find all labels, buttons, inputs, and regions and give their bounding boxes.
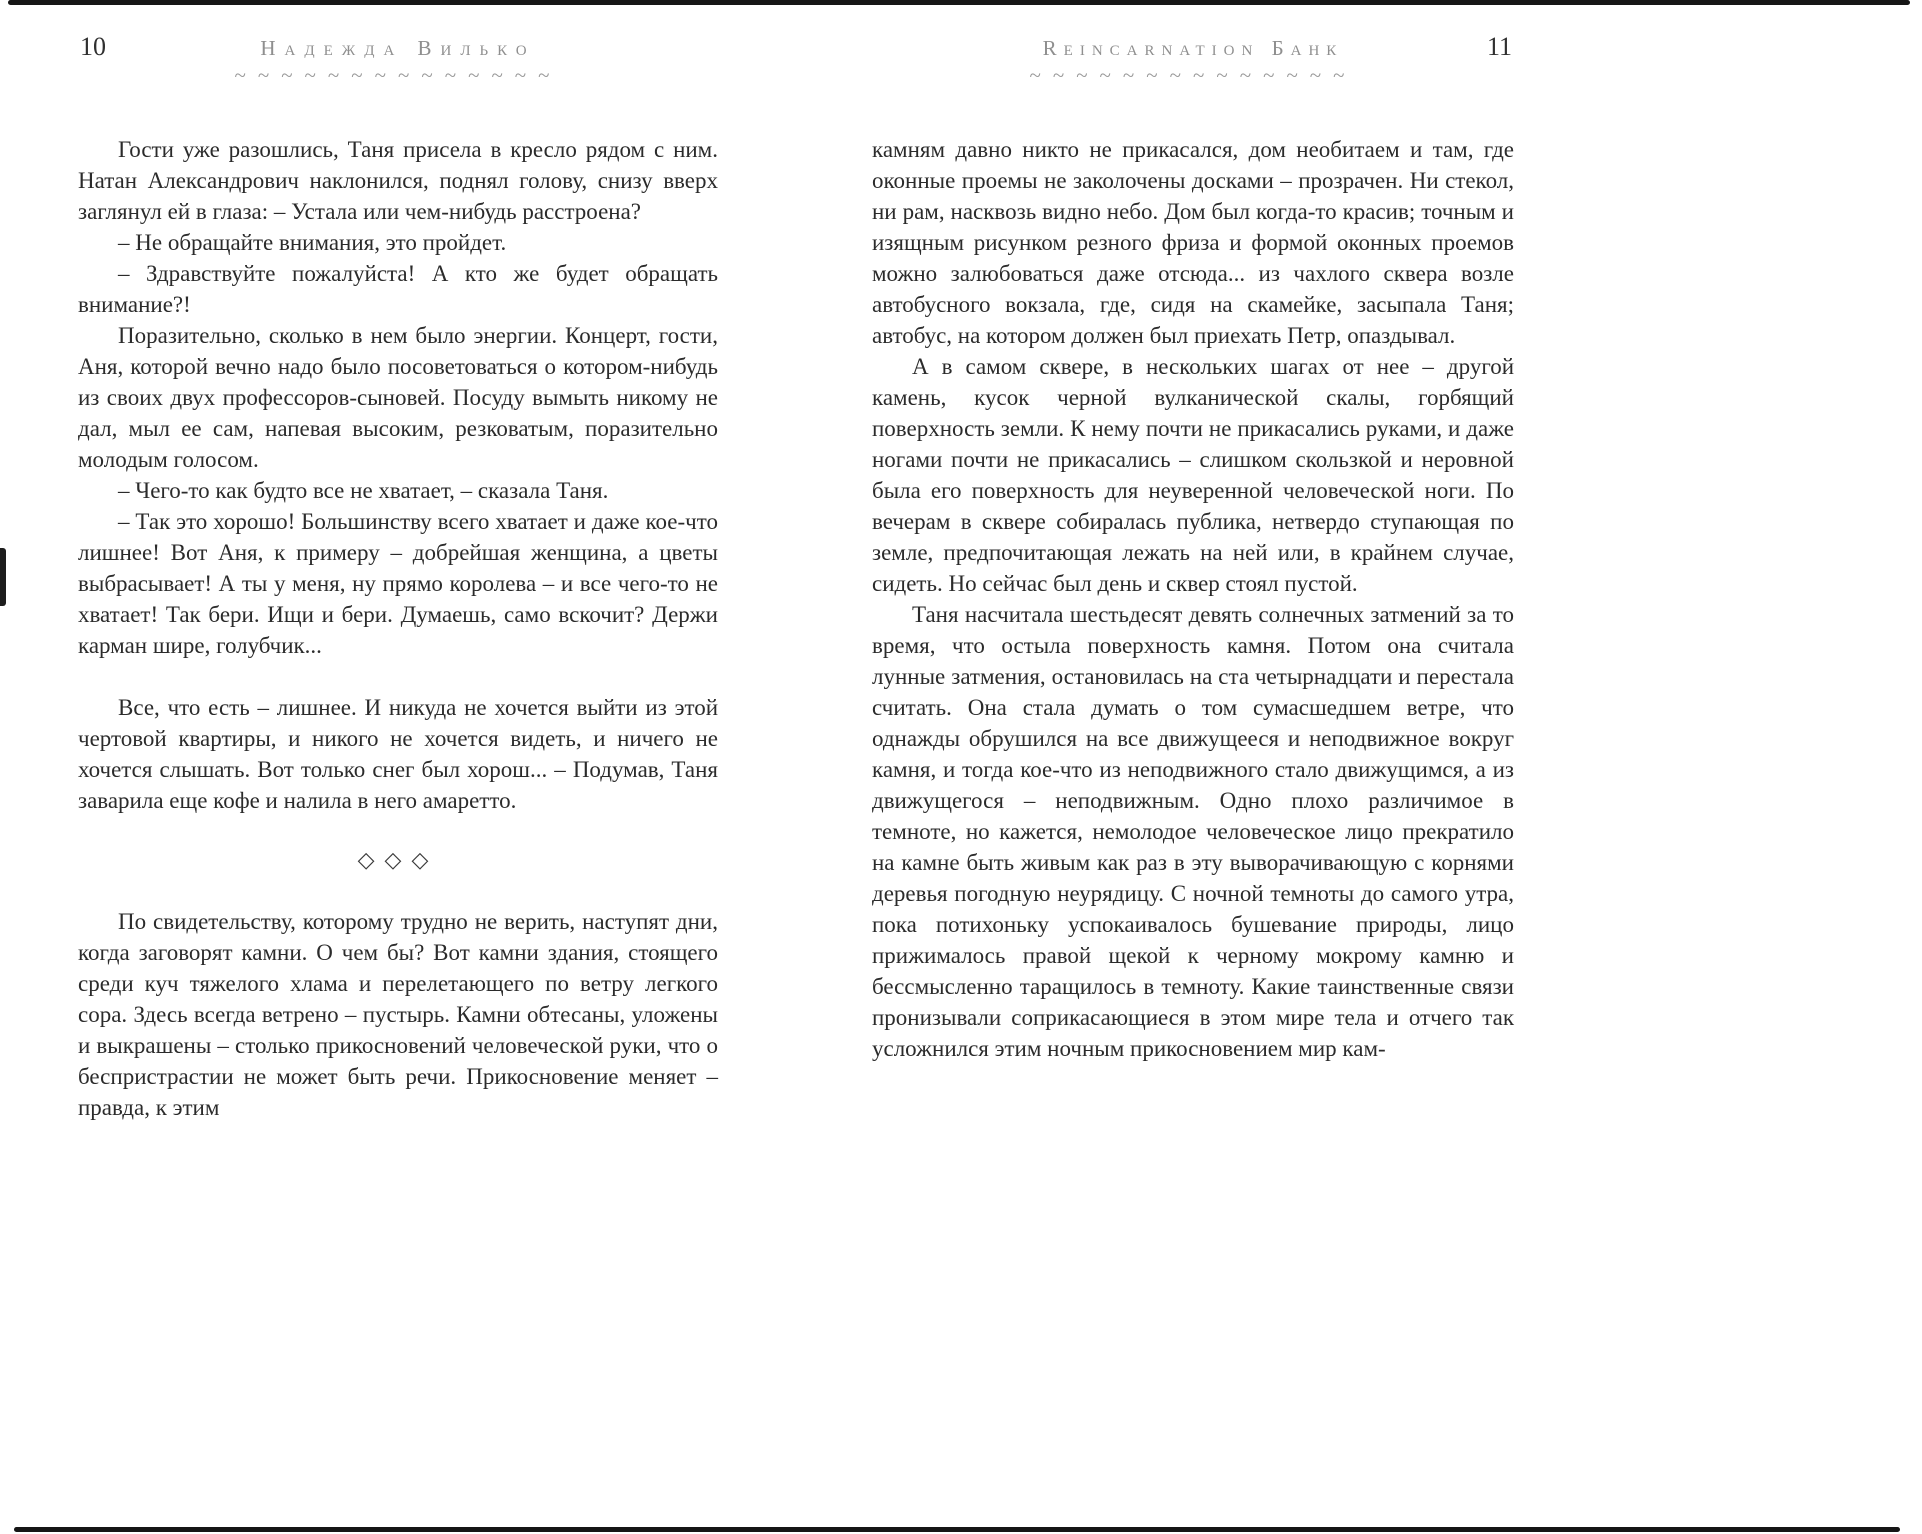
running-head-author: Надежда Вилько [260,36,536,60]
running-head-title: Reincarnation Банк [1042,36,1344,60]
paragraph: Поразительно, сколько в нем было энергии. Концерт, гости, Аня, которой вечно надо было посоветоваться о котором-нибудь из своих двух профессоров-сыновей. Посуду вымыть никому не дал, мыл ее сам, напевая высоким, резковатым, поразительно молодым голосом. [78,323,718,472]
page-right [872,30,1514,1064]
page-left-text [78,134,718,1123]
page-number-right: 11 [1486,32,1512,61]
paragraph: – Здравствуйте пожалуйста! А кто же будет обращать внимание?! [78,261,718,317]
page-right-header [872,30,1514,102]
paragraph: А в самом сквере, в нескольких шагах от нее – другой камень, кусок черной вулканической скалы, горбящий поверхность земли. К нему почти не прикасались руками, и даже ногами почти не прикасались – слишком скользкой и неровной была его поверхность для неуверенной человеческой ноги. По вечерам в сквере собиралась публика, нетвердо ступающая по земле, предпочитающая лежать на ней или, в крайнем случае, сидеть. Но сейчас был день и сквер стоял пустой. [872,354,1514,596]
paragraph: – Чего-то как будто все не хватает, – сказала Таня. [118,478,609,503]
scan-edge-left-mark [0,548,6,606]
scan-edge-bottom [14,1527,1900,1532]
page-left-header [78,30,718,102]
tilde-ornament: ~~~~~~~~~~~~~~ [234,63,562,87]
page-number-left: 10 [80,32,106,61]
paragraph: По свидетельству, которому трудно не верить, наступят дни, когда заговорят камни. О чем бы? Вот камни здания, стоящего среди куч тяжелого хлама и перелетающего по ветру легкого сора. Здесь всегда ветрено – пустырь. Камни обтесаны, уложены и выкрашены – столько прикосновений человеческой руки, что о беспристрастии не может быть речи. Прикосновение меняет – правда, к этим [78,909,718,1120]
paragraph: Таня насчитала шестьдесят девять солнечных затмений за то время, что остыла поверхность камня. Потом она считала лунные затмения, остановилась на ста четырнадцати и перестала считать. Она стала думать о том сумасшедшем ветре, что однажды обрушился на все движущееся и неподвижное вокруг камня, и тогда кое-что из неподвижного стало движущимся, а из движущегося – неподвижным. Одно плохо различимое в темноте, но кажется, немолодое человеческое лицо прекратило на камне быть живым как раз в эту выворачивающую с корнями деревья погодную неурядицу. С ночной темноты до самого утра, пока потихоньку успокаивалось бушевание природы, лицо прижималось правой щекой к черному мокрому камню и бессмысленно таращилось в темноту. Какие таинственные связи пронизывали соприкасающиеся в этом мире тела и отчего так усложнился этим ночным прикосновением мир кам- [872,602,1514,1061]
paragraph: камням давно никто не прикасался, дом необитаем и там, где оконные проемы не заколочены досками – прозрачен. Ни стекол, ни рам, насквозь видно небо. Дом был когда-то красив; точным и изящным рисунком резного фриза и формой оконных проемов можно залюбоваться даже отсюда... из чахлого сквера возле автобусного вокзала, где, сидя на скамейке, засыпала Таня; автобус, на котором должен был приехать Петр, опаздывал. [872,137,1514,348]
scan-edge-top [8,0,1910,5]
paragraph: Все, что есть – лишнее. И никуда не хочется выйти из этой чертовой квартиры, и никого не хочется видеть, и ничего не хочется слышать. Вот только снег был хорош... – Подумав, Таня заварила еще кофе и налила в него амаретто. [78,695,718,813]
page-left [78,30,718,1123]
page-right-text [872,134,1514,1064]
paragraph: Гости уже разошлись, Таня присела в кресло рядом с ним. Натан Александрович наклонился, поднял голову, снизу вверх заглянул ей в глаза: – Устала или чем-нибудь расстроена? [78,137,718,224]
paragraph: – Так это хорошо! Большинству всего хватает и даже кое-что лишнее! Вот Аня, к примеру – добрейшая женщина, а цветы выбрасывает! А ты у меня, ну прямо королева – и все чего-то не хватает! Так бери. Ищи и бери. Думаешь, само вскочит? Держи карман шире, голубчик... [78,509,718,658]
paragraph: – Не обращайте внимания, это пройдет. [118,230,507,255]
section-separator: ◇◇◇ [357,847,439,872]
tilde-ornament: ~~~~~~~~~~~~~~ [1029,63,1357,87]
